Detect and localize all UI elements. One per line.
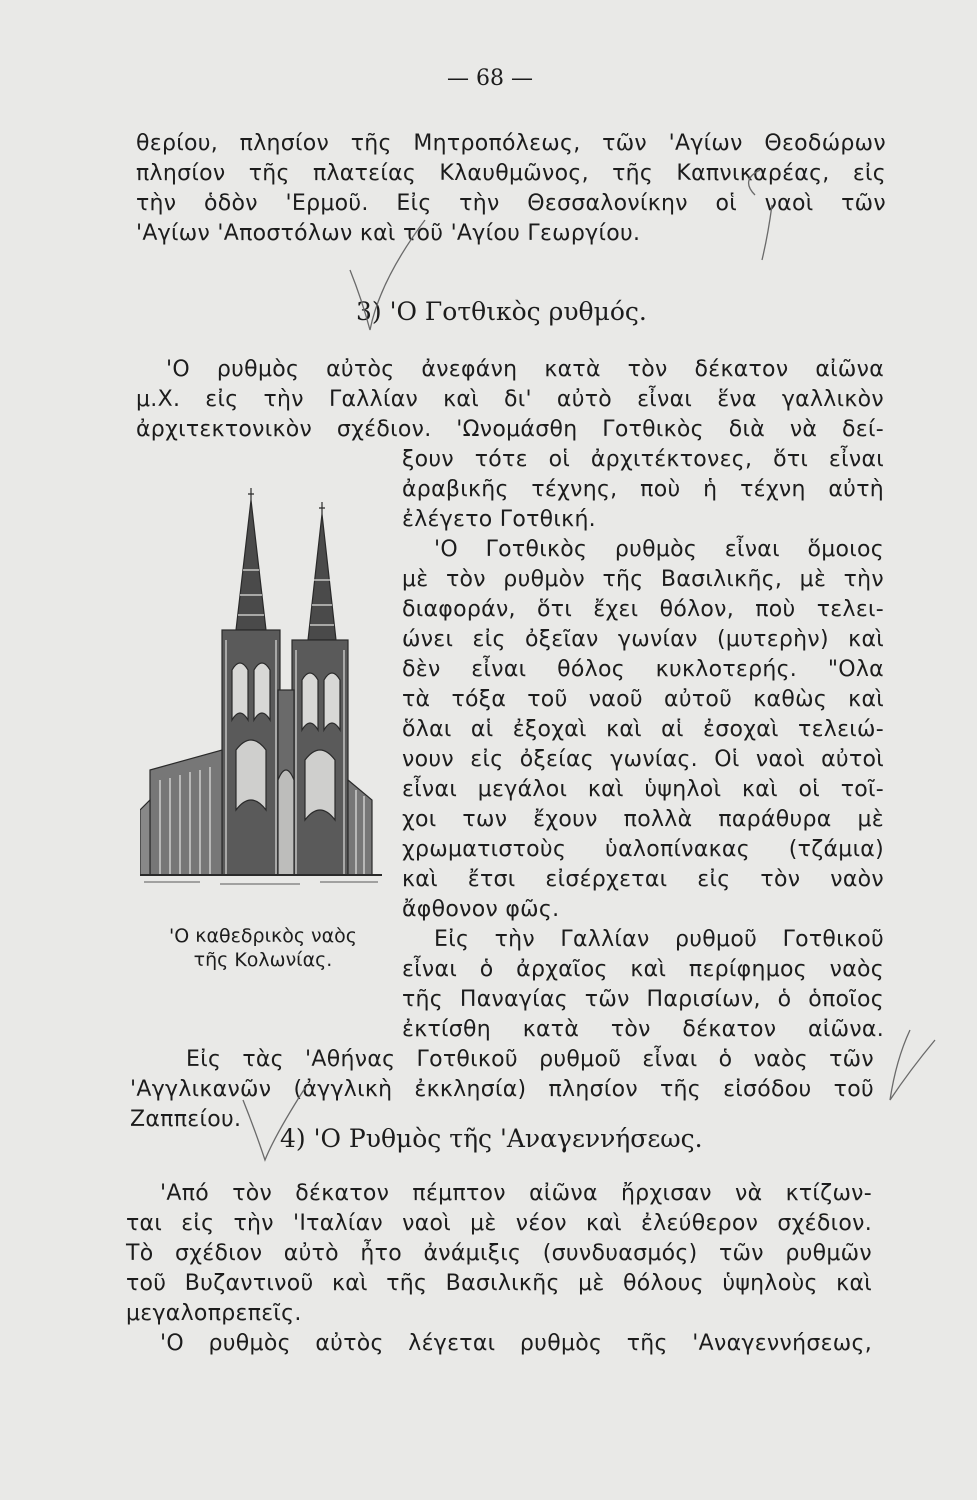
intro-line-4: 'Αγίων 'Αποστόλων καὶ τοῦ 'Αγίου Γεωργίου. [136,221,641,246]
figure-caption-line-2: τῆς Κολωνίας. [193,949,333,971]
s3-col-line-18: εἶναι ὁ ἀρχαῖος καὶ περίφημος ναὸς [402,957,884,982]
s4-line-4: τοῦ Βυζαντινοῦ καὶ τῆς Βασιλικῆς μὲ θόλους ὑψηλοὺς καὶ [126,1271,872,1296]
s3-col-line-10: ὅλαι αἱ ἐξοχαὶ καὶ αἱ ἐσοχαὶ τελειώ- [402,717,884,742]
s3-col-line-13: χοι των ἔχουν πολλὰ παράθυρα μὲ [402,807,884,832]
section-4-heading: 4) 'Ο Ρυθμὸς τῆς 'Αναγεννήσεως. [280,1124,703,1153]
intro-line-2: πλησίον τῆς πλατείας Κλαυθμῶνος, τῆς Καπνικαρέας, εἰς [136,161,886,186]
s4-line-5: μεγαλοπρεπεῖς. [126,1301,302,1326]
s3-col-line-1: ξουν τότε οἱ ἀρχιτέκτονες, ὅτι εἶναι [402,447,884,472]
section-3-heading: 3) 'Ο Γοτθικὸς ρυθμός. [356,297,647,326]
page-number: — 68 — [447,66,533,91]
s3-col-line-8: δὲν εἶναι θόλος κυκλοτερής. "Ολα [402,657,884,682]
s3-col-line-15: καὶ ἔτσι εἰσέρχεται εἰς τὸν ναὸν [402,867,884,892]
s4-line-3: Τὸ σχέδιον αὐτὸ ἦτο ἀνάμιξις (συνδυασμός) τῶν ρυθμῶν [126,1241,872,1266]
pencil-checkmark-margin [880,1020,940,1110]
cathedral-illustration [140,480,382,890]
s3-line-2: μ.Χ. εἰς τὴν Γαλλίαν καὶ δι' αὐτὸ εἶναι ἕνα γαλλικὸν [136,387,884,412]
s3-col-line-11: νουν εἰς ὀξείας γωνίας. Οἱ ναοὶ αὐτοὶ [402,747,884,772]
s3-col-line-6: διαφοράν, ὅτι ἔχει θόλον, ποὺ τελει- [402,597,884,622]
s3-col-line-17: Εἰς τὴν Γαλλίαν ρυθμοῦ Γοτθικοῦ [434,927,884,952]
s3-close-line-1: Εἰς τὰς 'Αθήνας Γοτθικοῦ ρυθμοῦ εἶναι ὁ ναὸς τῶν [186,1047,874,1072]
s3-close-line-3: Ζαππείου. [130,1107,242,1132]
s3-col-line-9: τὰ τόξα τοῦ ναοῦ αὐτοῦ καθὼς καὶ [402,687,884,712]
intro-line-3: τὴν ὁδὸν 'Ερμοῦ. Εἰς τὴν Θεσσαλονίκην οἱ ναοὶ τῶν [136,191,886,216]
figure-caption-line-1: 'Ο καθεδρικὸς ναὸς [169,925,357,947]
s4-line-6: 'Ο ρυθμὸς αὐτὸς λέγεται ρυθμὸς τῆς 'Αναγεννήσεως, [160,1331,872,1356]
s3-col-line-16: ἄφθονον φῶς. [402,897,560,922]
s3-col-line-14: χρωματιστοὺς ὑαλοπίνακας (τζάμια) [402,837,884,862]
s3-col-line-12: εἶναι μεγάλοι καὶ ὑψηλοὶ καὶ οἱ τοῖ- [402,777,884,802]
s3-line-3: ἀρχιτεκτονικὸν σχέδιον. 'Ωνομάσθη Γοτθικὸς διὰ νὰ δεί- [136,417,884,442]
s4-line-1: 'Από τὸν δέκατον πέμπτον αἰῶνα ἤρχισαν νὰ κτίζων- [160,1181,872,1206]
s3-col-line-4: 'Ο Γοτθικὸς ρυθμὸς εἶναι ὅμοιος [434,537,884,562]
s3-close-line-2: 'Αγγλικανῶν (ἀγγλικὴ ἐκκλησία) πλησίον τῆς εἰσόδου τοῦ [130,1077,874,1102]
s3-col-line-20: ἐκτίσθη κατὰ τὸν δέκατον αἰῶνα. [402,1017,884,1042]
s3-line-1: 'Ο ρυθμὸς αὐτὸς ἀνεφάνη κατὰ τὸν δέκατον αἰῶνα [166,357,884,382]
s3-col-line-7: ώνει εἰς ὀξεῖαν γωνίαν (μυτερὴν) καὶ [402,627,884,652]
s3-col-line-19: τῆς Παναγίας τῶν Παρισίων, ὁ ὁποῖος [402,987,884,1012]
s3-col-line-3: ἐλέγετο Γοτθική. [402,507,596,532]
s3-col-line-2: ἀραβικῆς τέχνης, ποὺ ἡ τέχνη αὐτὴ [402,477,884,502]
s3-col-line-5: μὲ τὸν ρυθμὸν τῆς Βασιλικῆς, μὲ τὴν [402,567,884,592]
s4-line-2: ται εἰς τὴν 'Ιταλίαν ναοὶ μὲ νέον καὶ ἐλεύθερον σχέδιον. [126,1211,872,1236]
intro-line-1: θερίου, πλησίον τῆς Μητροπόλεως, τῶν 'Αγίων Θεοδώρων [136,131,886,156]
